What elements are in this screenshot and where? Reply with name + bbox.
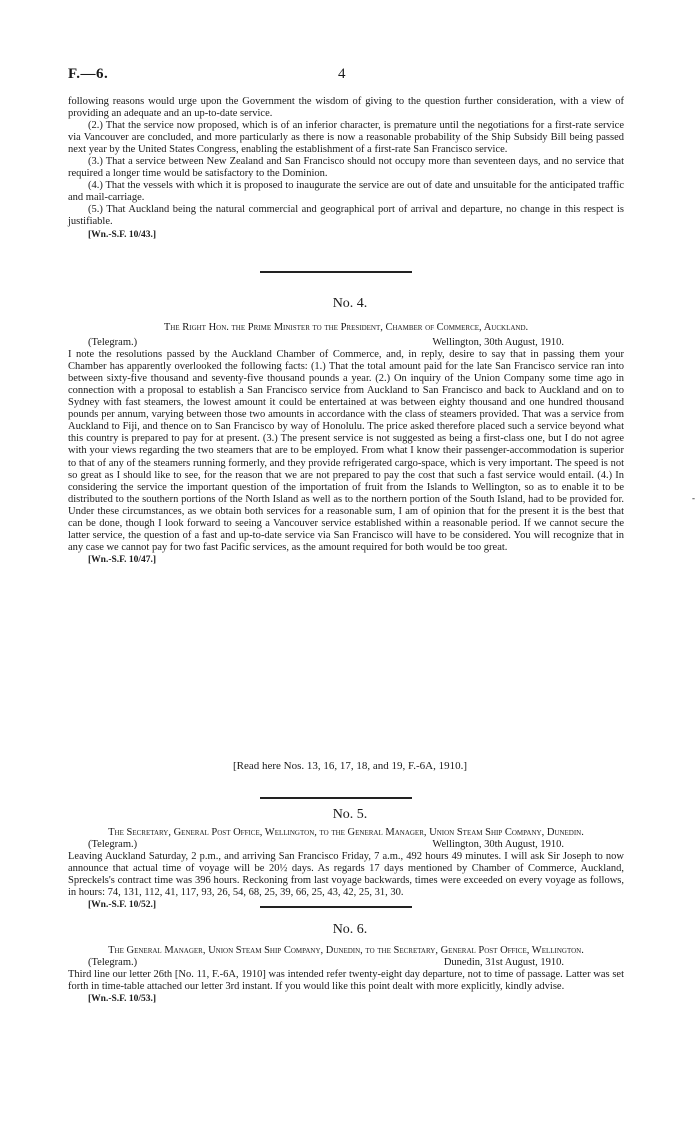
no5-dateline: Wellington, 30th August, 1910. — [432, 839, 564, 851]
no6-address: The General Manager, Union Steam Ship Company, Dunedin, to the Secretary, General Post Office, Wellington. — [108, 945, 584, 956]
no4-dateline: Wellington, 30th August, 1910. — [432, 337, 564, 349]
intro-paragraph-5: (5.) That Auckland being the natural commercial and geographical port of arrival and departure, no change in this respect is justifiable. — [68, 204, 624, 228]
no5-dateline-row — [68, 839, 624, 851]
no6-reference: [Wn.-S.F. 10/53.] — [88, 994, 157, 1005]
intro-section — [68, 96, 624, 241]
no4-address: The Right Hon. the Prime Minister to the President, Chamber of Commerce, Auckland. — [163, 322, 529, 333]
no6-telegram-label: (Telegram.) — [88, 957, 138, 969]
no4-reference: [Wn.-S.F. 10/47.] — [88, 554, 157, 565]
section-divider — [260, 906, 412, 908]
section-divider — [260, 271, 412, 273]
no6-heading: No. 6. — [332, 922, 368, 937]
no5-body: Leaving Auckland Saturday, 2 p.m., and arriving San Francisco Friday, 7 a.m., 492 hours 49 minutes. I will ask Sir Joseph to now announce that actual time of voyage will be 20½ days. As regards 17 days mentioned by Chamber of Commerce, Auckland, Spreckels's contract time was 396 hours. Reckoning from last voyage backwards, times were exceeded on every voyage as follows, in hours: 74, 131, 112, 41, 117, 93, 26, 54, 68, 25, 39, 66, 25, 43, 42, 25, 31, 30. — [68, 851, 624, 899]
intro-paragraph-3: (3.) That a service between New Zealand and San Francisco should not occupy more than seventeen days, and no service that required a longer time would be satisfactory to the Dominion. — [68, 156, 624, 180]
no6-dateline: Dunedin, 31st August, 1910. — [443, 957, 564, 969]
page-number: 4 — [338, 66, 346, 82]
no4-section — [68, 322, 624, 566]
intro-paragraph-2: (2.) That the service now proposed, which is of an inferior character, is premature until the negotiations for a first-rate service via Vancouver are concluded, and more particularly as there is now a reasonable probability of the Ship Subsidy Bill being passed next year by the United States Congress, enabling the establishment of a first-rate San Francisco service. — [68, 120, 624, 156]
no6-section — [68, 945, 624, 1005]
no5-telegram-label: (Telegram.) — [88, 839, 138, 851]
no5-heading: No. 5. — [332, 807, 368, 822]
no4-dateline-row — [68, 337, 624, 349]
no6-dateline-row — [68, 957, 624, 969]
intro-paragraph-1: following reasons would urge upon the Government the wisdom of giving to the question further consideration, with a view of providing an adequate and an up-to-date service. — [68, 96, 624, 120]
no4-heading: No. 4. — [332, 296, 368, 311]
no4-body: I note the resolutions passed by the Auckland Chamber of Commerce, and, in reply, desire to say that in passing them your Chamber has apparently overlooked the following facts: (1.) That the total amount paid for the late San Francisco service ran into between sixty-five thousand and seventy-five thousand pounds a year. (2.) On inquiry of the Union Company some time ago in connection with a proposal to establish a San Francisco service from Auckland to San Francisco and back to Auckland and on to Sydney with fast steamers, the lowest amount it could be entertained at was between eighty thousand and one hundred thousand pounds per annum, varying between those two amounts in accordance with the class of steamers provided. That was a service from Auckland to Fiji, and thence on to San Francisco by way of Honolulu. The price asked therefore placed such a service beyond what this country is prepared to pay for at present. (3.) The present service is not suggested as being a first-class one, but I do not agree with your views regarding the two steamers that are to be employed. From what I know their passenger-accommodation is superior to that of any of the steamers running formerly, and they provide refrigerated cargo-space, which is very important. The speed is not so great as I should like to see, for the reason that we are not prepared to pay the cost that such a fast service would entail. (4.) In considering the service the important question of the importation of fruit from the Islands to Wellington, so as to enable it to be distributed to the southern portions of the North Island as well as to the northern portion of the South Island, had to be provided for. Under these circumstances, as we obtain both services for a reasonable sum, I am of opinion that for the present it is the best that can be done, though I look forward to seeing a Vancouver service established within a reasonable period. If we cannot secure the latter service, the question of a fast and up-to-date service via San Francisco will have to be considered. You will recognize that in any case we cannot pay for two fast Pacific services, as the amount required for both would be too great. — [68, 349, 624, 553]
section-divider — [260, 797, 412, 799]
intro-reference: [Wn.-S.F. 10/43.] — [88, 229, 157, 240]
read-note: [Read here Nos. 13, 16, 17, 18, and 19, F.-6A, 1910.] — [232, 760, 468, 772]
no6-body: Third line our letter 26th [No. 11, F.-6A, 1910] was intended refer twenty-eight day departure, not to time of passage. Latter was set forth in time-table attached our letter 3rd instant. If you would like this point dealt with more explicitly, kindly advise. — [68, 969, 624, 993]
margin-tick-mark: - — [692, 493, 695, 503]
no5-section — [68, 827, 624, 911]
no5-reference: [Wn.-S.F. 10/52.] — [88, 900, 157, 911]
no4-telegram-label: (Telegram.) — [88, 337, 138, 349]
document-code: F.—6. — [68, 66, 109, 82]
intro-paragraph-4: (4.) That the vessels with which it is proposed to inaugurate the service are out of date and unsuitable for the anticipated traffic and mail-carriage. — [68, 180, 624, 204]
no5-address: The Secretary, General Post Office, Wellington, to the General Manager, Union Steam Ship Company, Dunedin. — [108, 827, 584, 838]
